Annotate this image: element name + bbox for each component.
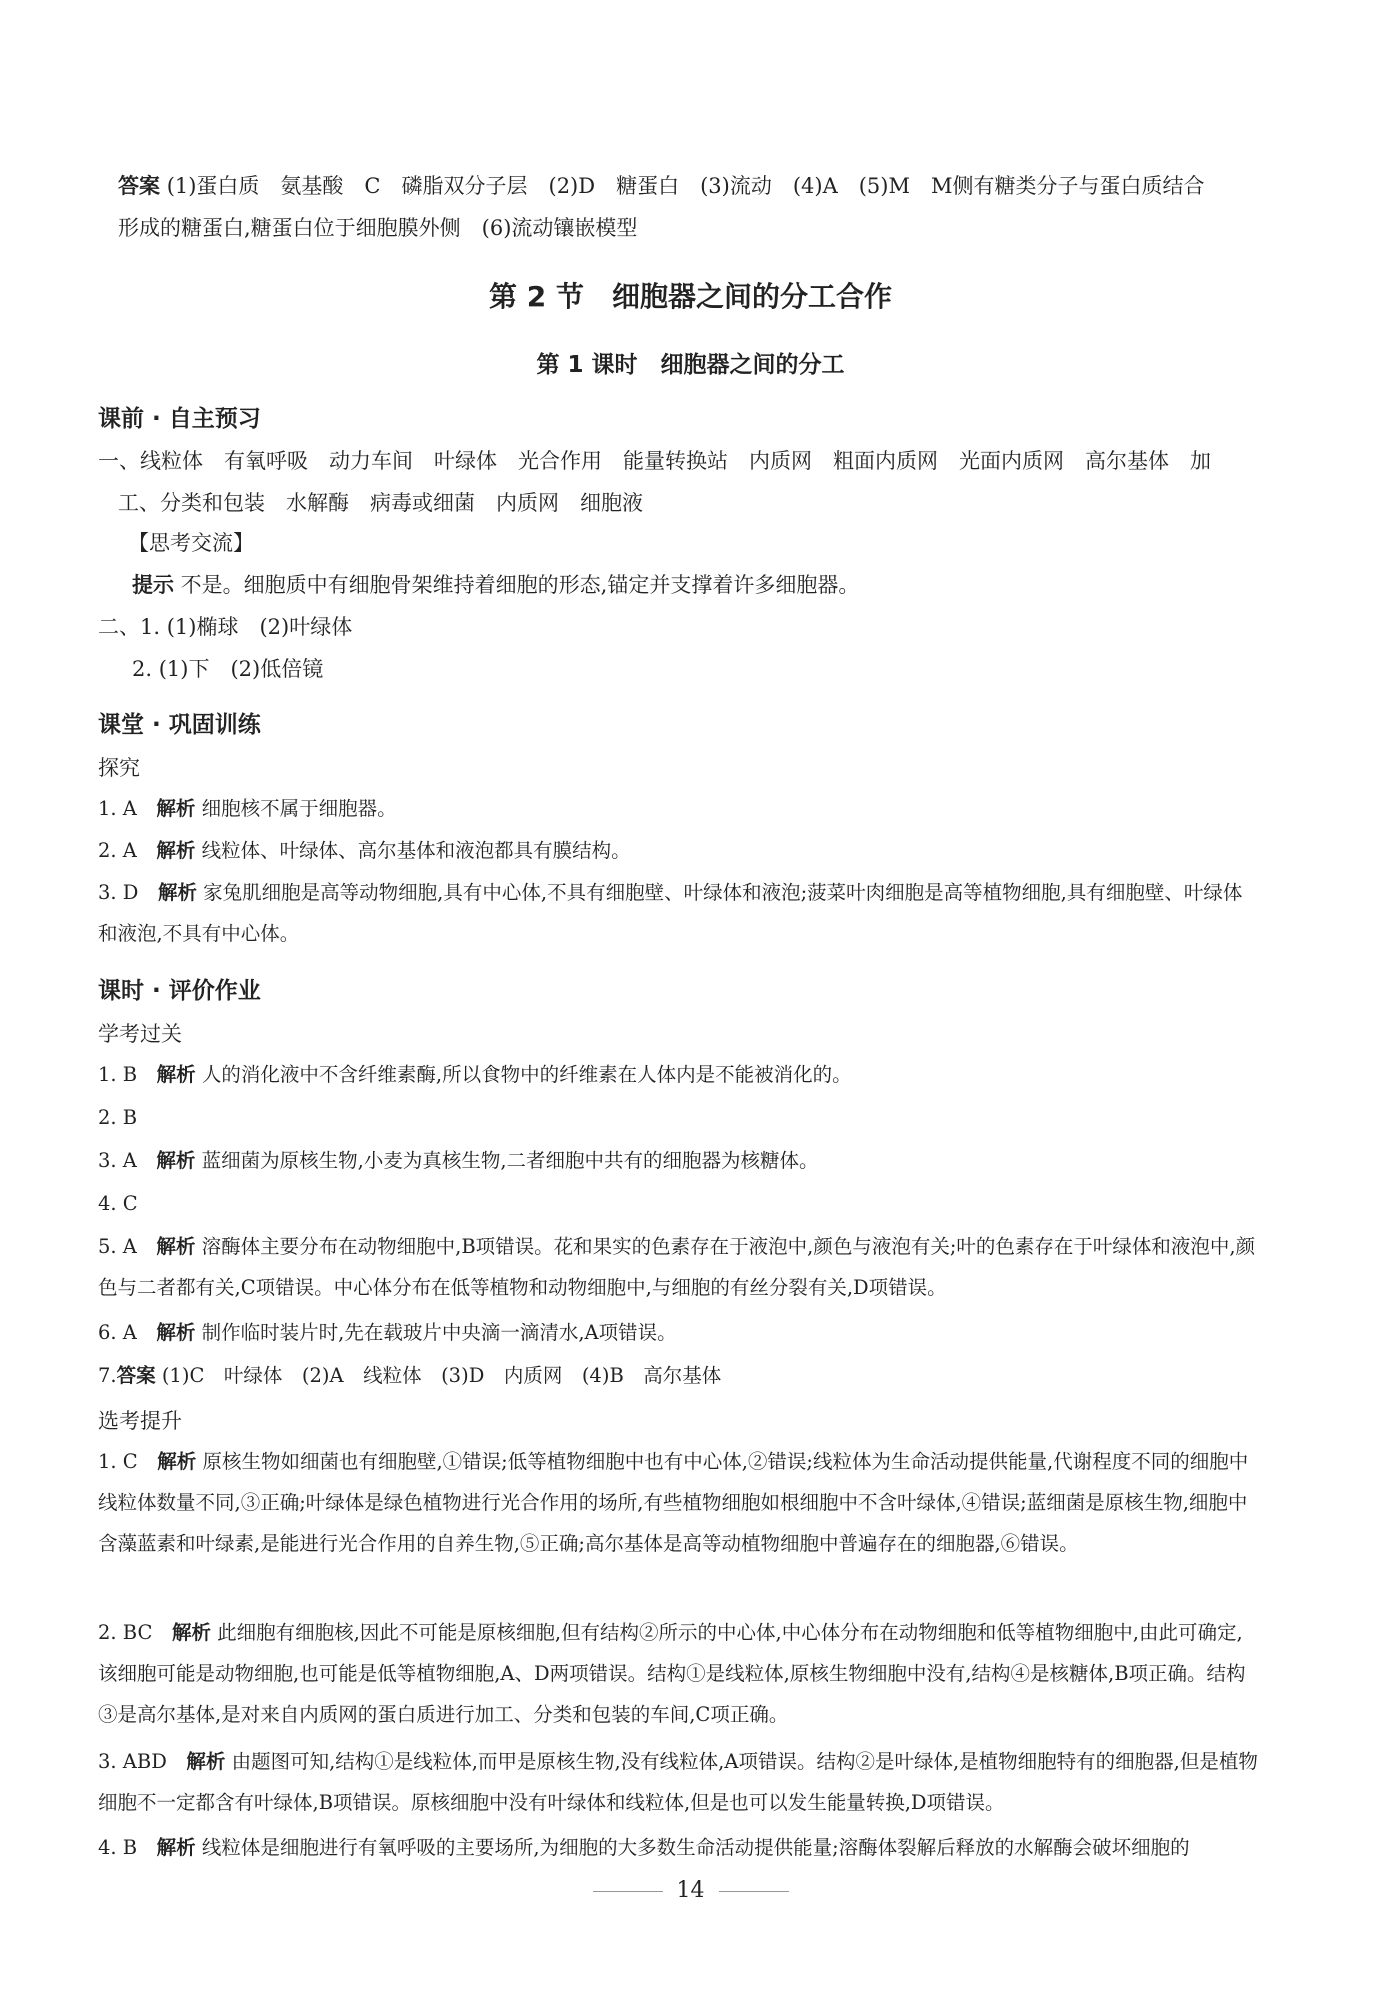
advanced-label: 选考提升 (98, 1409, 182, 1433)
item-text: 线粒体是细胞进行有氧呼吸的主要场所,为细胞的大多数生命活动提供能量;溶酶体裂解后释放的水解酶会破坏细胞的 (195, 1836, 1190, 1859)
list-item (98, 1441, 1261, 1564)
list-item (98, 1140, 1261, 1181)
preview-line-2: 工、分类和包装 水解酶 病毒或细菌 内质网 细胞液 (118, 491, 643, 515)
hint-label: 提示 (132, 573, 174, 597)
hint-text: 不是。细胞质中有细胞骨架维持着细胞的形态,锚定并支撑着许多细胞器。 (174, 573, 860, 597)
preview-line-1: 一、线粒体 有氧呼吸 动力车间 叶绿体 光合作用 能量转换站 内质网 粗面内质网 光面内质网 高尔基体 加 (98, 449, 1211, 473)
analysis-label: 解析 (156, 797, 196, 820)
item-number: 3. A (98, 1149, 137, 1172)
item-number: 3. ABD (98, 1750, 167, 1773)
item-number: 4. C (98, 1192, 138, 1215)
preview-heading: 课前 · 自主预习 (98, 406, 261, 432)
analysis-label: 解析 (157, 1450, 197, 1473)
analysis-label: 解析 (156, 1836, 196, 1859)
item-text: 原核生物如细菌也有细胞壁,①错误;低等植物细胞中也有中心体,②错误;线粒体为生命活动提供能量,代谢程度不同的细胞中线粒体数量不同,③正确;叶绿体是绿色植物进行光合作用的场所,有些植物细胞如根细胞中不含叶绿体,④错误;蓝细菌是原核生物,细胞中含藻蓝素和叶绿素,是能进行光合作用的自养生物,⑤正确;高尔基体是高等动植物细胞中普遍存在的细胞器,⑥错误。 (98, 1450, 1249, 1555)
analysis-label: 解析 (156, 1321, 196, 1344)
list-item (98, 1226, 1261, 1308)
item-text: 溶酶体主要分布在动物细胞中,B项错误。花和果实的色素存在于液泡中,颜色与液泡有关;叶的色素存在于叶绿体和液泡中,颜色与二者都有关,C项错误。中心体分布在低等植物和动物细胞中,与细胞的有丝分裂有关,D项错误。 (98, 1235, 1256, 1299)
hint-line (132, 570, 859, 600)
item-number: 1. B (98, 1063, 138, 1086)
item-number: 6. A (98, 1321, 137, 1344)
analysis-label: 解析 (156, 1235, 196, 1258)
exam-pass-label: 学考过关 (98, 1022, 182, 1046)
list-item (98, 788, 1261, 829)
analysis-label: 解析 (156, 839, 196, 862)
analysis-label: 解析 (186, 1750, 226, 1773)
classroom-heading: 课堂 · 巩固训练 (98, 712, 261, 738)
item-number: 2. B (98, 1106, 138, 1129)
item-number: 4. B (98, 1836, 138, 1859)
item-text: (1)C 叶绿体 (2)A 线粒体 (3)D 内质网 (4)B 高尔基体 (155, 1364, 722, 1387)
answer-label: 答案 (118, 174, 160, 198)
item-number: 7. (98, 1364, 117, 1387)
list-item (98, 830, 1261, 871)
list-item (98, 1097, 1261, 1138)
page-number: 14 (676, 1878, 705, 1903)
list-item (98, 872, 1261, 954)
item-text: 由题图可知,结构①是线粒体,而甲是原核生物,没有线粒体,A项错误。结构②是叶绿体,是植物细胞特有的细胞器,但是植物细胞不一定都含有叶绿体,B项错误。原核细胞中没有叶绿体和线粒体,但是也可以发生能量转换,D项错误。 (98, 1750, 1258, 1814)
item-text: 此细胞有细胞核,因此不可能是原核细胞,但有结构②所示的中心体,中心体分布在动物细胞和低等植物细胞中,由此可确定,该细胞可能是动物细胞,也可能是低等植物细胞,A、D两项错误。结构①是线粒体,原核生物细胞中没有,结构④是核糖体,B项正确。结构③是高尔基体,是对来自内质网的蛋白质进行加工、分类和包装的车间,C项正确。 (98, 1621, 1246, 1726)
homework-heading: 课时 · 评价作业 (98, 978, 261, 1004)
footer-rule-left (593, 1891, 663, 1892)
list-item (98, 1183, 1261, 1224)
think-exchange: 【思考交流】 (128, 531, 254, 555)
list-item (98, 1612, 1261, 1735)
analysis-label: 解析 (171, 1621, 211, 1644)
footer-rule-right (719, 1891, 789, 1892)
section-title: 第 2 节 细胞器之间的分工合作 (489, 280, 892, 313)
list-item (98, 1312, 1261, 1353)
page-footer (0, 1878, 1381, 1903)
lesson-title: 第 1 课时 细胞器之间的分工 (536, 352, 845, 378)
preview-paragraph (98, 440, 1263, 524)
answer-paragraph (118, 165, 1258, 249)
analysis-label: 解析 (157, 881, 197, 904)
item-number: 5. A (98, 1235, 137, 1258)
list-item (98, 1741, 1261, 1823)
answer-line-2: 形成的糖蛋白,糖蛋白位于细胞膜外侧 (6)流动镶嵌模型 (118, 216, 638, 240)
item-number: 1. A (98, 797, 137, 820)
item-text: 线粒体、叶绿体、高尔基体和液泡都具有膜结构。 (195, 839, 631, 862)
answer-line-1: (1)蛋白质 氨基酸 C 磷脂双分子层 (2)D 糖蛋白 (3)流动 (4)A (5)M M侧有糖类分子与蛋白质结合 (166, 174, 1205, 198)
item-number: 2. BC (98, 1621, 153, 1644)
analysis-label: 解析 (156, 1149, 196, 1172)
item-text: 细胞核不属于细胞器。 (195, 797, 397, 820)
part-two-line-2: 2. (1)下 (2)低倍镜 (132, 657, 324, 681)
item-text: 人的消化液中不含纤维素酶,所以食物中的纤维素在人体内是不能被消化的。 (195, 1063, 852, 1086)
item-number: 2. A (98, 839, 137, 862)
item-text: 蓝细菌为原核生物,小麦为真核生物,二者细胞中共有的细胞器为核糖体。 (195, 1149, 819, 1172)
item-number: 1. C (98, 1450, 138, 1473)
list-item (98, 1827, 1261, 1868)
list-item (98, 1054, 1261, 1095)
list-item (98, 1355, 1261, 1396)
item-text: 家兔肌细胞是高等动物细胞,具有中心体,不具有细胞壁、叶绿体和液泡;菠菜叶肉细胞是高等植物细胞,具有细胞壁、叶绿体和液泡,不具有中心体。 (98, 881, 1243, 945)
explore-label: 探究 (98, 756, 140, 780)
part-two-line-1: 二、1. (1)椭球 (2)叶绿体 (98, 615, 353, 639)
item-number: 3. D (98, 881, 139, 904)
answer-label: 答案 (116, 1364, 156, 1387)
analysis-label: 解析 (156, 1063, 196, 1086)
item-text: 制作临时装片时,先在载玻片中央滴一滴清水,A项错误。 (195, 1321, 677, 1344)
